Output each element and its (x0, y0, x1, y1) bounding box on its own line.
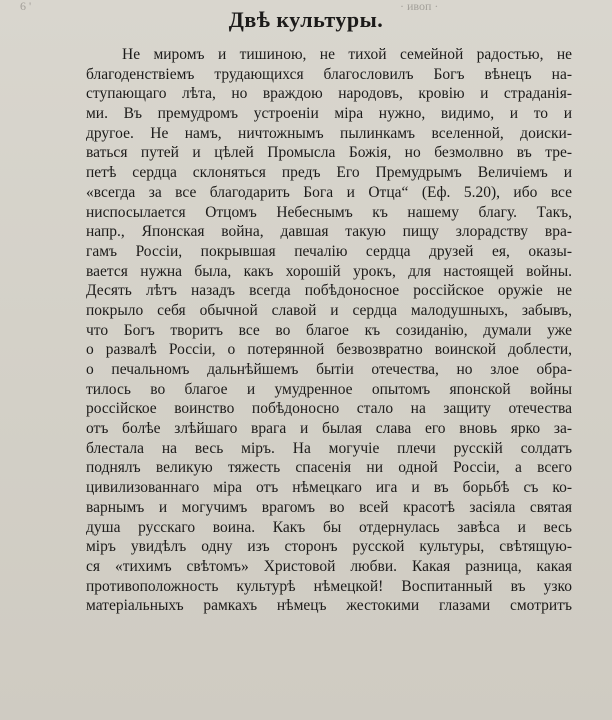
text-line: тилось во благое и умудренное опытомъ японской войны (86, 380, 572, 398)
text-line: душа русскаго воина. Какъ бы отдернулась завѣса и весь (86, 518, 572, 536)
text-line: что Богъ творитъ все во благое къ созиданію, думали уже (86, 321, 572, 339)
text-line: ниспосылается Отцомъ Небеснымъ къ нашему благу. Такъ, (86, 203, 572, 221)
text-line: гамъ Россіи, покрывшая печалію сердца друзей ея, оказы- (86, 242, 572, 260)
text-line: петѣ сердца склоняться предъ Его Премудрымъ Величіемъ и (86, 164, 572, 182)
text-line: ступающаго лѣта, но враждою народовъ, кровію и страданія- (86, 85, 572, 103)
text-line: Десять лѣтъ назадъ всегда побѣдоносное россійское оружіе не (86, 282, 572, 300)
text-line: покрыло себя обычной славой и сердца малодушныхъ, забывъ, (86, 301, 572, 319)
text-line: противоположность культурѣ нѣмецкой! Воспитанный въ узко (86, 577, 572, 595)
text-line: міръ увидѣлъ одну изъ сторонъ русской культуры, свѣтящую- (86, 538, 572, 556)
text-line: матеріальныхъ рамкахъ нѣмецъ жестокими глазами смотритъ (86, 597, 572, 615)
text-line: поднялъ великую тяжесть спасенія ни одной Россіи, а всего (86, 459, 572, 477)
text-line: напр., Японская война, давшая такую пищу злорадству вра- (86, 223, 572, 241)
text-line: ся «тихимъ свѣтомъ» Христовой любви. Какая разница, какая (86, 557, 572, 575)
text-line: цивилизованнаго міра отъ нѣмецкаго ига и въ борьбѣ съ ко- (86, 479, 572, 497)
text-line: блестала на весь міръ. На могучіе плечи русскій солдатъ (86, 439, 572, 457)
text-line: отъ болѣе злѣйшаго врага и былая слава его вновь ярко за- (86, 420, 572, 438)
text-line: другое. Не намъ, ничтожнымъ пылинкамъ вселенной, доиски- (86, 124, 572, 142)
text-line: ваться путей и цѣлей Промысла Божія, но безмолвно въ тре- (86, 144, 572, 162)
bleed-through-text-right: · ивоп · (400, 0, 439, 13)
text-line: «всегда за все благодарить Бога и Отца“ (Еф. 5.20), ибо все (86, 183, 572, 201)
article-title: Двѣ культуры. (228, 7, 384, 32)
text-line: варнымъ и могучимъ врагомъ во всей красотѣ засіяла святая (86, 498, 572, 516)
bleed-through-text-left: 6 ' (20, 0, 32, 13)
text-line: Не миромъ и тишиною, не тихой семейной радостью, не (122, 46, 572, 63)
text-line: вается нужна была, какъ хорошій урокъ, для настоящей войны. (86, 262, 572, 280)
text-line: о развалѣ Россіи, о потерянной безвозвратно воинской доблести, (86, 341, 572, 359)
text-line: россійское воинство побѣдоносно стало на защиту отечества (86, 400, 572, 418)
text-line: о печальномъ дальнѣйшемъ бытіи отечества, но злое обра- (86, 361, 572, 378)
text-line: ми. Въ премудромъ устроеніи міра нужно, видимо, и то и (86, 105, 572, 123)
text-line: благоденствіемъ трудающихся благословилъ Богъ вѣнецъ на- (86, 65, 572, 83)
article-body (86, 45, 572, 616)
